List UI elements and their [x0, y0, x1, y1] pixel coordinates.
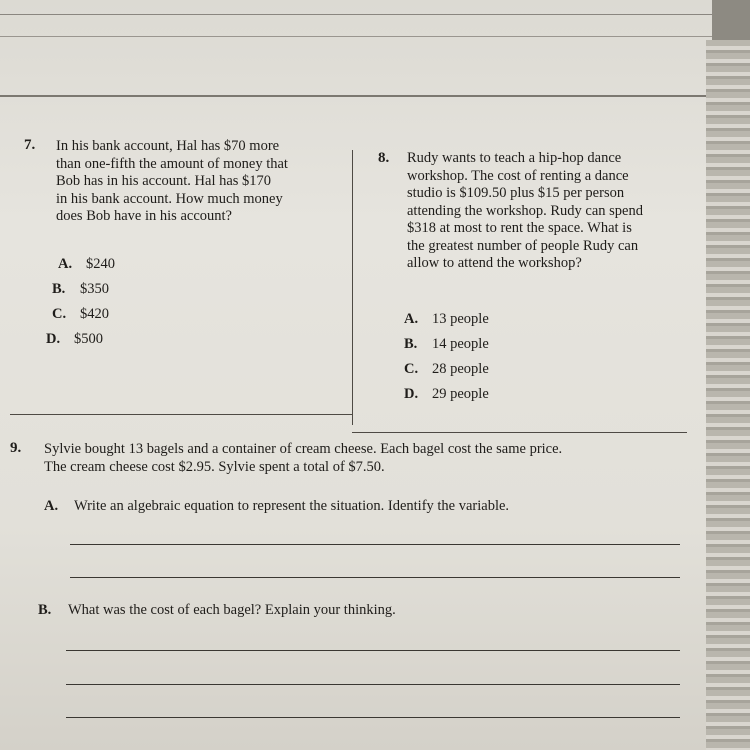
part-a-answer-line-1[interactable] — [70, 544, 680, 545]
q8-line: workshop. The cost of renting a dance — [407, 167, 629, 184]
q8-number: 8. — [378, 150, 390, 166]
q9-line: Sylvie bought 13 bagels and a container of cream cheese. Each bagel cost the same price. — [44, 441, 563, 457]
q8-choice-c[interactable] — [404, 361, 489, 378]
notebook-binding — [706, 40, 750, 750]
q7-number: 7. — [24, 137, 36, 153]
choice-text: 29 people — [432, 386, 489, 402]
part-a-label: A. — [44, 498, 59, 514]
q9-part-a — [44, 498, 684, 516]
choice-letter: D. — [404, 386, 419, 402]
column-divider — [352, 150, 353, 425]
q7-line: than one-fifth the amount of money that — [56, 155, 288, 172]
choice-text: $350 — [80, 281, 109, 297]
section-divider-q9-right — [352, 432, 687, 433]
part-b-answer-line-2[interactable] — [66, 684, 680, 685]
q7-choice-d[interactable] — [46, 331, 103, 348]
q7-choice-b[interactable] — [52, 281, 109, 298]
q8-line: Rudy wants to teach a hip-hop dance — [407, 150, 622, 166]
part-b-label: B. — [38, 602, 52, 618]
part-a-answer-line-2[interactable] — [70, 577, 680, 578]
section-divider-q9 — [10, 414, 352, 415]
top-rule-2 — [0, 36, 712, 37]
q7-line: does Bob have in his account? — [56, 208, 232, 224]
q8-choice-b[interactable] — [404, 336, 489, 353]
choice-letter: B. — [52, 281, 66, 297]
q8-line: $318 at most to rent the space. What is — [407, 220, 632, 236]
part-b-text: What was the cost of each bagel? Explain your thinking. — [68, 602, 396, 618]
choice-text: $240 — [86, 256, 115, 272]
q7-choice-c[interactable] — [52, 306, 109, 323]
part-a-text: Write an algebraic equation to represent the situation. Identify the variable. — [74, 498, 510, 514]
choice-text: 14 people — [432, 336, 489, 352]
q8-line: attending the workshop. Rudy can spend — [407, 202, 643, 219]
q7-text — [56, 138, 346, 226]
q8-line: the greatest number of people Rudy can — [407, 237, 639, 254]
q9-part-b — [38, 602, 678, 620]
q8-choice-a[interactable] — [404, 311, 489, 328]
q7-line: in his bank account. How much money — [56, 190, 283, 207]
q9-number: 9. — [10, 440, 22, 456]
q7-line: In his bank account, Hal has $70 more — [56, 138, 280, 154]
choice-letter: C. — [404, 361, 419, 377]
choice-letter: B. — [404, 336, 418, 352]
section-divider-top — [0, 95, 712, 97]
choice-letter: C. — [52, 306, 67, 322]
choice-text: $500 — [74, 331, 103, 347]
q8-line: studio is $109.50 plus $15 per person — [407, 185, 625, 201]
choice-letter: D. — [46, 331, 61, 347]
q8-line: allow to attend the workshop? — [407, 255, 582, 271]
q8-choice-d[interactable] — [404, 386, 489, 403]
q7-choice-a[interactable] — [58, 256, 115, 273]
q9-text — [44, 441, 684, 476]
q8-text — [407, 150, 702, 273]
choice-letter: A. — [404, 311, 419, 327]
part-b-answer-line-3[interactable] — [66, 717, 680, 718]
choice-text: 28 people — [432, 361, 489, 377]
choice-text: $420 — [80, 306, 109, 322]
q7-line: Bob has in his account. Hal has $170 — [56, 173, 272, 189]
choice-letter: A. — [58, 256, 73, 272]
top-rule-1 — [0, 14, 712, 15]
choice-text: 13 people — [432, 311, 489, 327]
part-b-answer-line-1[interactable] — [66, 650, 680, 651]
q9-line: The cream cheese cost $2.95. Sylvie spent a total of $7.50. — [44, 458, 385, 475]
